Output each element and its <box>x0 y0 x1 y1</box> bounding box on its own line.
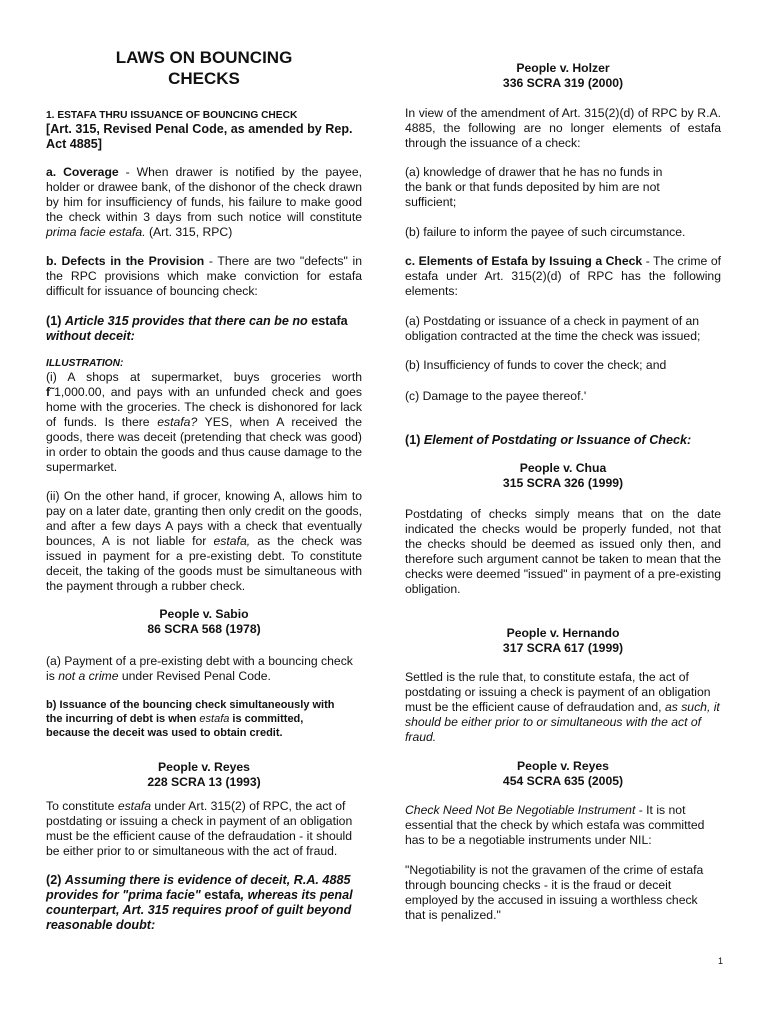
element-a: (a) Postdating or issuance of a check in payment of an obligation contracted at the time the check was issued; <box>405 314 701 343</box>
section-heading: 1. ESTAFA THRU ISSUANCE OF BOUNCING CHECK <box>46 110 298 121</box>
reyes-2005-text: Check Need Not Be Negotiable Instrument - It is not essential that the check by which estafa was committed has to be a negotiable instruments under NIL: <box>405 803 705 847</box>
element-c: (c) Damage to the payee thereof.' <box>405 389 587 403</box>
element-b: (b) Insufficiency of funds to cover the check; and <box>405 358 667 372</box>
chua-text: Postdating of checks simply means that on the date indicated the checks would be properly funded, not that the checks should be deemed as issued only then, and therefore such argument cannot be taken to mean that the checks were deemed "issued" in payment of a pre-existing obligation. <box>405 507 721 596</box>
page-number: 1 <box>718 956 724 966</box>
holzer-point-a: (a) knowledge of drawer that he has no funds in the bank or that funds deposited by him are not sufficient; <box>405 165 663 209</box>
holzer-text: In view of the amendment of Art. 315(2)(d) of RPC by R.A. 4885, the following are no longer elements of estafa through the issuance of a check: <box>405 106 721 150</box>
defects-paragraph: b. Defects in the Provision - There are two "defects" in the RPC provisions which make conviction for estafa difficult for issuance of bouncing check: <box>46 254 362 298</box>
case-heading-holzer: People v. Holzer 336 SCRA 319 (2000) <box>502 61 624 90</box>
document-title: LAWS ON BOUNCING CHECKS <box>115 48 293 88</box>
reyes-1993-text: To constitute estafa under Art. 315(2) of RPC, the act of postdating or issuing a check in payment of an obligation must be the efficient cause of the defraudation - it should be either prior to or simultaneous with the act of fraud. <box>46 799 353 858</box>
element-1-heading: (1) Element of Postdating or Issuance of Check: <box>405 433 692 447</box>
point-2-heading: (2) Assuming there is evidence of deceit, R.A. 4885 provides for "prima facie" estafa, whereas its penal counterpart, Art. 315 requires proof of guilt beyond reasonable doubt: <box>46 873 353 932</box>
case-heading-sabio: People v. Sabio 86 SCRA 568 (1978) <box>147 607 261 636</box>
article-315-heading: (1) Article 315 provides that there can be no estafa without deceit: <box>46 314 348 343</box>
case-heading-hernando: People v. Hernando 317 SCRA 617 (1999) <box>502 626 624 655</box>
illustration-i: (i) A shops at supermarket, buys groceries worth f˜1,000.00, and pays with an unfunded check and goes home with the groceries. The check is dishonored for lack of funds. Is there estafa? YES, when A received the goods, there was deceit (pretending that check was good) in order to obtain the goods and thus cause damage to the supermarket. <box>46 370 362 474</box>
case-heading-chua: People v. Chua 315 SCRA 326 (1999) <box>502 461 624 490</box>
elements-paragraph: c. Elements of Estafa by Issuing a Check - The crime of estafa under Art. 315(2)(d) of RPC has the following elements: <box>405 254 722 298</box>
hernando-text: Settled is the rule that, to constitute estafa, the act of postdating or issuing a check is payment of an obligation must be the efficient cause of defraudation and, as such, it should be either prior to or simultaneous with the act of fraud. <box>405 670 720 744</box>
case-heading-reyes-1993: People v. Reyes 228 SCRA 13 (1993) <box>147 760 261 789</box>
coverage-paragraph: a. Coverage - When drawer is notified by the payee, holder or drawee bank, of the dishonor of the check drawn by him for insufficiency of funds, his failure to make good the check within 3 days from such notice will constitute prima facie estafa. (Art. 315, RPC) <box>46 165 362 239</box>
illustration-ii: (ii) On the other hand, if grocer, knowing A, allows him to pay on a later date, granting then only credit on the goods, and after a few days A pays with a check that eventually bounces, A is not liable for estafa, as the check was issued in payment for a pre-existing debt. To constitute deceit, the taking of the goods must be simultaneous with the payment through a rubber check. <box>46 489 362 593</box>
case-heading-reyes-2005: People v. Reyes 454 SCRA 635 (2005) <box>502 759 624 788</box>
sabio-point-a: (a) Payment of a pre-existing debt with a bouncing check is not a crime under Revised Penal Code. <box>46 654 353 683</box>
article-reference: [Art. 315, Revised Penal Code, as amended by Rep. Act 4885] <box>46 122 353 151</box>
sabio-point-b: b) Issuance of the bouncing check simultaneously with the incurring of debt is when estafa is committed, because the deceit was used to obtain credit. <box>46 699 335 739</box>
illustration-label: ILLUSTRATION: <box>46 358 124 369</box>
holzer-point-b: (b) failure to inform the payee of such circumstance. <box>405 225 686 239</box>
negotiability-quote: "Negotiability is not the gravamen of the crime of estafa through bouncing checks - it is the fraud or deceit employed by the accused in issuing a worthless check that is penalized." <box>405 863 704 922</box>
